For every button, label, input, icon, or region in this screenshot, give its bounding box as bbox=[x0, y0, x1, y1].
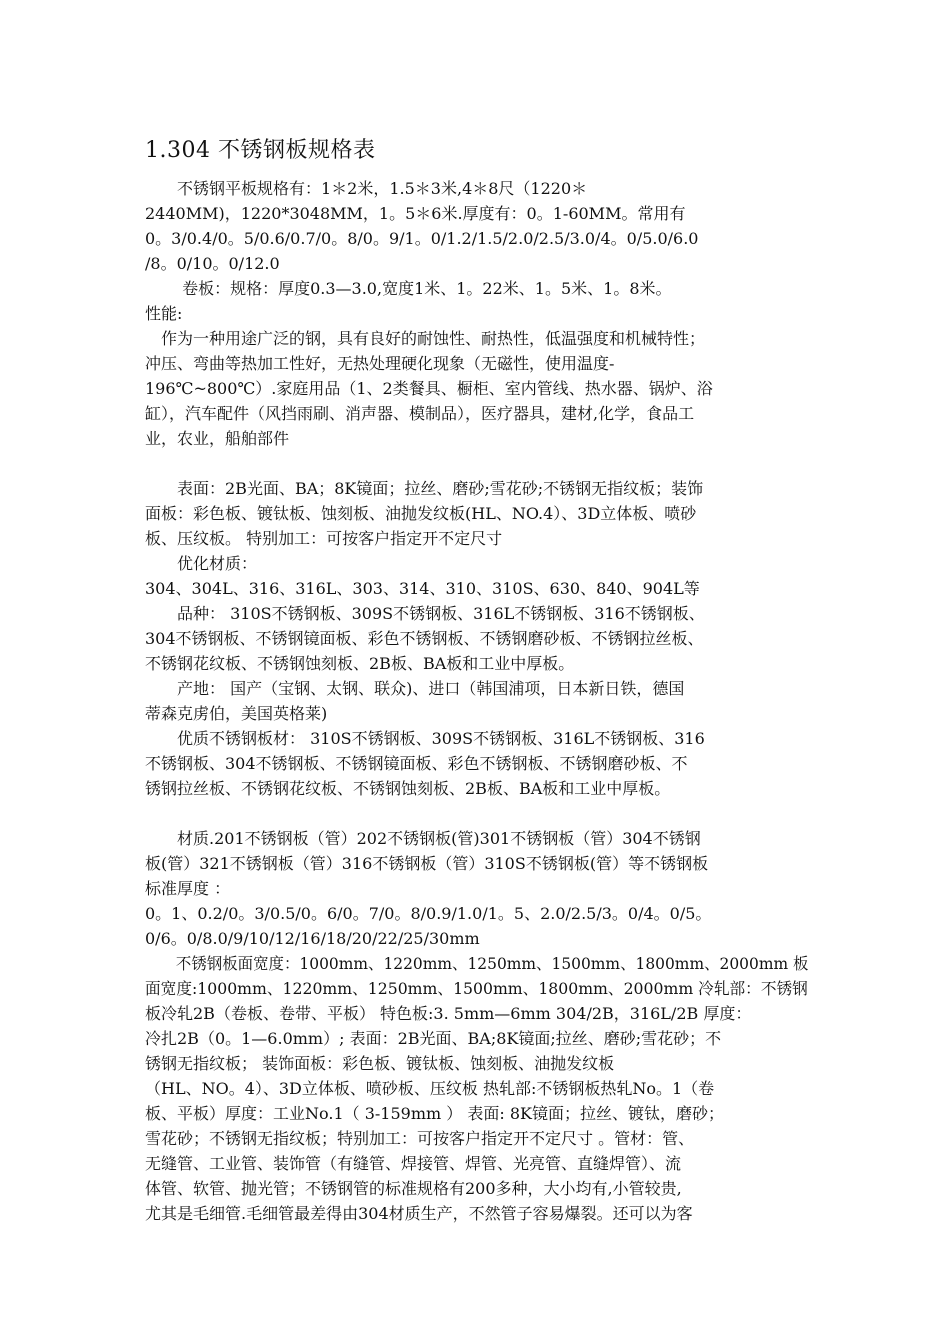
document-line: 冷扎2B（0。1—6.0mm）; 表面：2B光面、BA;8K镜面;拉丝、磨砂;雪花砂；不 bbox=[145, 1029, 722, 1048]
document-line: 面宽度:1000mm、1220mm、1250mm、1500mm、1800mm、2000mm 冷轧部：不锈钢 bbox=[145, 979, 808, 998]
document-line: 板、压纹板。 特别加工：可按客户指定开不定尺寸 bbox=[145, 529, 503, 548]
document-line: 标准厚度 ： bbox=[145, 879, 231, 898]
document-line: 0/6。0/8.0/9/10/12/16/18/20/22/25/30mm bbox=[145, 929, 480, 948]
document-line: 0。3/0.4/0。5/0.6/0.7/0。8/0。9/1。0/1.2/1.5/2.0/2.5/3.0/4。0/5.0/6.0 bbox=[145, 229, 699, 248]
document-line: 板(管）321不锈钢板（管）316不锈钢板（管）310S不锈钢板(管）等不锈钢板 bbox=[145, 854, 709, 873]
document-line: 蒂森克虏伯，美国英格莱) bbox=[145, 704, 328, 723]
document-line: /8。0/10。0/12.0 bbox=[145, 254, 280, 273]
document-line: 锈钢拉丝板、不锈钢花纹板、不锈钢蚀刻板、2B板、BA板和工业中厚板。 bbox=[145, 779, 671, 798]
document-line: 业，农业，船舶部件 bbox=[145, 429, 290, 448]
document-line: 品种： 310S不锈钢板、309S不锈钢板、316L不锈钢板、316不锈钢板、 bbox=[145, 604, 705, 623]
document-line: 优化材质： bbox=[145, 554, 258, 573]
document-line: 作为一种用途广泛的钢，具有良好的耐蚀性、耐热性，低温强度和机械特性； bbox=[145, 329, 706, 348]
document-line: 不锈钢平板规格有：1＊2米，1.5＊3米,4＊8尺（1220＊ bbox=[145, 179, 588, 198]
document-line: 无缝管、工业管、装饰管（有缝管、焊接管、焊管、光亮管、直缝焊管）、流 bbox=[145, 1154, 682, 1173]
document-line: 304不锈钢板、不锈钢镜面板、彩色不锈钢板、不锈钢磨砂板、不锈钢拉丝板、 bbox=[145, 629, 704, 648]
document-line: 不锈钢板、304不锈钢板、不锈钢镜面板、彩色不锈钢板、不锈钢磨砂板、不 bbox=[145, 754, 688, 773]
document-line: 板、平板）厚度：工业No.1（ 3-159mm ） 表面: 8K镜面；拉丝、镀钛，磨砂； bbox=[145, 1104, 724, 1123]
document-line: 2440MM)，1220*3048MM，1。5＊6米.厚度有：0。1-60MM。常用有 bbox=[145, 204, 686, 223]
document-line: 性能: bbox=[145, 304, 183, 323]
document-line: 材质.201不锈钢板（管）202不锈钢板(管)301不锈钢板（管）304不锈钢 bbox=[145, 829, 701, 848]
document-line: 0。1、0.2/0。3/0.5/0。6/0。7/0。8/0.9/1.0/1。5、2.0/2.5/3。0/4。0/5。 bbox=[145, 904, 712, 923]
document-line: 体管、软管、抛光管；不锈钢管的标准规格有200多种，大小均有,小管较贵, bbox=[145, 1179, 682, 1198]
document-line: 面板：彩色板、镀钛板、蚀刻板、油抛发纹板(HL、NO.4）、3D立体板、喷砂 bbox=[145, 504, 697, 523]
document-line: （HL、NO。4）、3D立体板、喷砂板、压纹板 热轧部:不锈钢板热轧No。1（卷 bbox=[145, 1079, 715, 1098]
document-line: 雪花砂；不锈钢无指纹板；特别加工：可按客户指定开不定尺寸 。管材：管、 bbox=[145, 1129, 695, 1148]
document-title: 1.304 不锈钢板规格表 bbox=[145, 138, 376, 163]
document-line: 304、304L、316、316L、303、314、310、310S、630、840、904L等 bbox=[145, 579, 700, 598]
document-line: 196℃~800℃）.家庭用品（1、2类餐具、橱柜、室内管线、热水器、锅炉、浴 bbox=[145, 379, 713, 398]
document-line: 冲压、弯曲等热加工性好，无热处理硬化现象（无磁性，使用温度- bbox=[145, 354, 615, 373]
document-line: 表面：2B光面、BA；8K镜面；拉丝、磨砂;雪花砂;不锈钢无指纹板；装饰 bbox=[145, 479, 704, 498]
document-line: 优质不锈钢板材： 310S不锈钢板、309S不锈钢板、316L不锈钢板、316 bbox=[145, 729, 705, 748]
document-line: 产地： 国产（宝钢、太钢、联众)、进口（韩国浦项，日本新日铁，德国 bbox=[145, 679, 685, 698]
document-line: 板冷轧2B（卷板、卷带、平板） 特色板:3. 5mm—6mm 304/2B，316L/2B 厚度： bbox=[145, 1004, 752, 1023]
document-line: 锈钢无指纹板； 装饰面板：彩色板、镀钛板、蚀刻板、油抛发纹板 bbox=[145, 1054, 615, 1073]
document-line: 尤其是毛细管.毛细管最差得由304材质生产，不然管子容易爆裂。还可以为客 bbox=[145, 1204, 693, 1223]
document-line: 卷板：规格：厚度0.3—3.0,宽度1米、1。22米、1。5米、1。8米。 bbox=[145, 279, 672, 298]
document-line: 不锈钢板面宽度：1000mm、1220mm、1250mm、1500mm、1800mm、2000mm 板 bbox=[145, 954, 809, 973]
document-line: 不锈钢花纹板、不锈钢蚀刻板、2B板、BA板和工业中厚板。 bbox=[145, 654, 575, 673]
document-line: 缸），汽车配件（风挡雨刷、消声器、模制品），医疗器具，建材,化学，食品工 bbox=[145, 404, 695, 423]
